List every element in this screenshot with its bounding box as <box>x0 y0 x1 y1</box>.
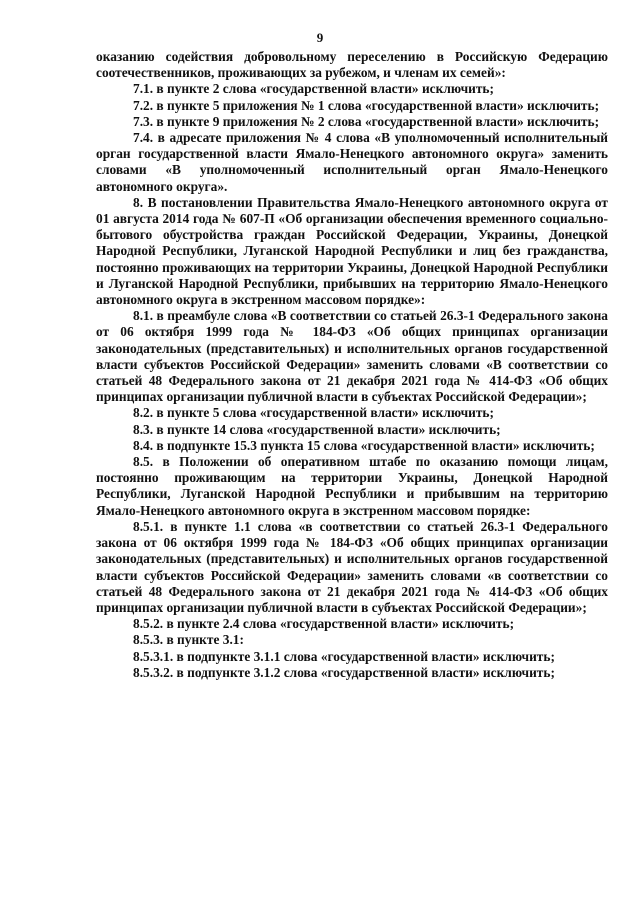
document-body <box>96 49 608 681</box>
paragraph-8-4: 8.4. в подпункте 15.3 пункта 15 слова «государственной власти» исключить; <box>133 437 595 453</box>
paragraph-8: 8. В постановлении Правительства Ямало-Ненецкого автономного округа от 01 августа 2014 года № 607-П «Об организации обеспечения временного социально-бытового обустройства граждан Российской Федерации, Украины, Донецкой Народной Республики, Луганской Народной Республики и лиц без гражданства, постоянно проживающих на территории Украины, Донецкой Народной Республики и Луганской Народной Республики, прибывших на территорию Ямало-Ненецкого автономного округа в экстренном массовом порядке»: <box>96 194 608 308</box>
paragraph-8-2: 8.2. в пункте 5 слова «государственной власти» исключить; <box>133 405 494 421</box>
paragraph-continuation: оказанию содействия добровольному переселению в Российскую Федерацию соотечественников, проживающих за рубежом, и членам их семей»: <box>96 49 608 81</box>
paragraph-7-3: 7.3. в пункте 9 приложения № 2 слова «государственной власти» исключить; <box>133 113 600 129</box>
paragraph-7-4: 7.4. в адресате приложения № 4 слова «В уполномоченный исполнительный орган государственной власти Ямало-Ненецкого автономного округа» заменить словами «В уполномоченный исполнительный орган Ямало-Ненецкого автономного округа». <box>96 130 608 194</box>
paragraph-8-5-3: 8.5.3. в пункте 3.1: <box>133 632 244 648</box>
paragraph-8-5-2: 8.5.2. в пункте 2.4 слова «государственной власти» исключить; <box>133 616 515 632</box>
paragraph-7-1: 7.1. в пункте 2 слова «государственной власти» исключить; <box>133 81 494 97</box>
paragraph-8-5-1: 8.5.1. в пункте 1.1 слова «в соответствии со статьей 26.3-1 Федерального закона от 06 октября 1999 года № 184-ФЗ «Об общих принципах организации законодательных (представительных) и исполнительных органов государственной власти субъектов Российской Федерации» заменить словами «в соответствии со статьей 48 Федерального закона от 21 декабря 2021 года № 414-ФЗ «Об общих принципах организации публичной власти в субъектах Российской Федерации»; <box>96 518 608 615</box>
paragraph-8-1: 8.1. в преамбуле слова «В соответствии со статьей 26.3-1 Федерального закона от 06 октября 1999 года № 184-ФЗ «Об общих принципах организации законодательных (представительных) и исполнительных органов государственной власти субъектов Российской Федерации» заменить словами «В соответствии со статьей 48 Федерального закона от 21 декабря 2021 года № 414-ФЗ «Об общих принципах организации публичной власти в субъектах Российской Федерации»; <box>96 308 608 405</box>
paragraph-8-5-3-1: 8.5.3.1. в подпункте 3.1.1 слова «государственной власти» исключить; <box>133 648 555 664</box>
paragraph-7-2: 7.2. в пункте 5 приложения № 1 слова «государственной власти» исключить; <box>133 97 600 113</box>
page-number: 9 <box>316 30 324 45</box>
paragraph-8-3: 8.3. в пункте 14 слова «государственной власти» исключить; <box>133 421 501 437</box>
paragraph-8-5: 8.5. в Положении об оперативном штабе по оказанию помощи лицам, постоянно проживающим на территории Украины, Донецкой Народной Республики, Луганской Народной Республики и прибывшим на территорию Ямало-Ненецкого автономного округа в экстренном массовом порядке: <box>96 454 608 518</box>
paragraph-8-5-3-2: 8.5.3.2. в подпункте 3.1.2 слова «государственной власти» исключить; <box>133 664 555 680</box>
